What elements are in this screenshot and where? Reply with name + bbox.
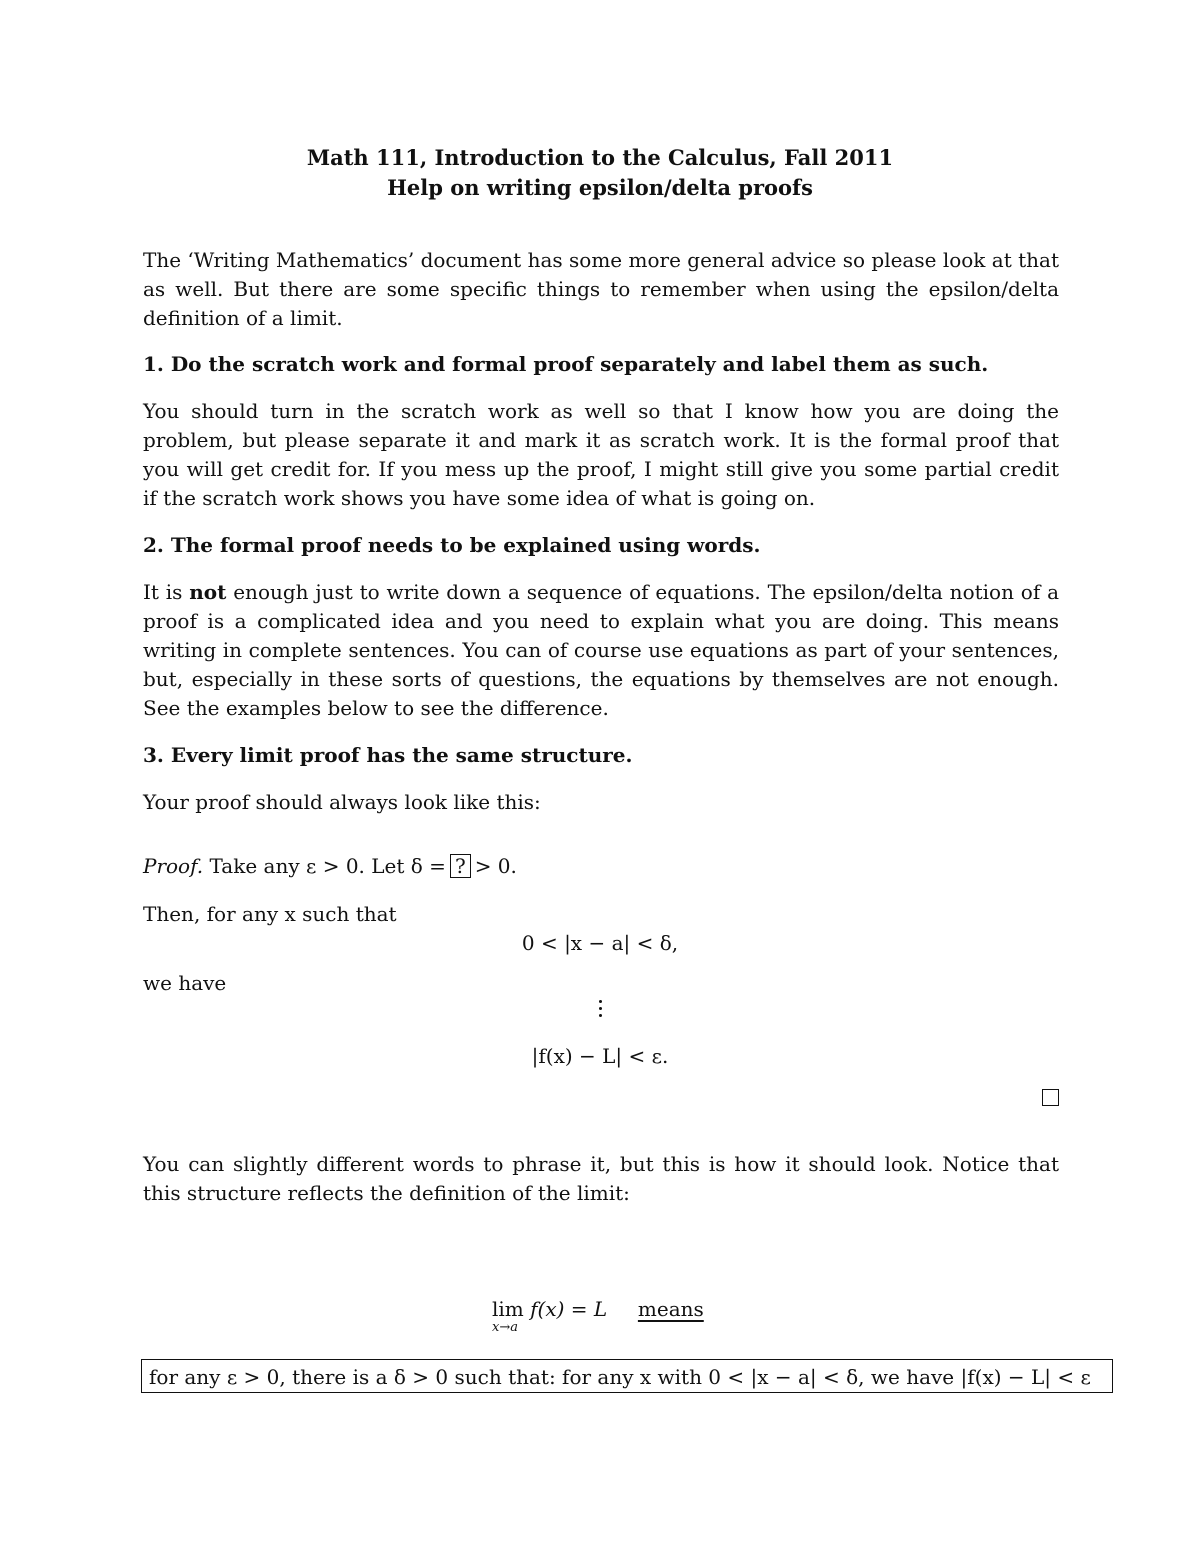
proof-label: Proof. [143,854,204,878]
proof-condition: 0 < |x − a| < δ, [521,931,679,955]
section-3-heading: 3. Every limit proof has the same structure. [143,743,633,767]
page-subtitle: Help on writing epsilon/delta proofs [387,175,813,200]
section-1-body: You should turn in the scratch work as well so that I know how you are doing the problem, but please separate it and mark it as scratch work. It is the formal proof that you will get credit for. If you mess up the proof, I might still give you some partial credit if the scratch work shows you have some idea of what is going on. [143,399,1059,510]
section-2-body [143,578,1059,723]
section-2-body-start: It is [143,580,190,604]
means-word: means [637,1297,704,1321]
section-3-body: Your proof should always look like this: [143,790,541,814]
vertical-ellipsis-icon [595,1000,605,1021]
proof-then-line: Then, for any x such that [143,902,397,926]
proof-after-box: > 0. [474,854,517,878]
limit-expression [492,1297,704,1321]
intro-paragraph: The ‘Writing Mathematics’ document has some more general advice so please look at that as well. But there are some specific things to remember when using the epsilon/delta definition of a limit. [143,248,1059,330]
closing-paragraph: You can slightly different words to phrase it, but this is how it should look. Notice that this structure reflects the definition of the limit: [143,1152,1059,1205]
delta-placeholder-box: ? [450,854,471,878]
proof-conclusion: |f(x) − L| < ε. [531,1044,669,1068]
proof-take-any: Take any ε > 0. Let δ = [209,854,446,878]
section-2-body-rest: enough just to write down a sequence of equations. The epsilon/delta notion of a proof is a complicated idea and you need to explain what you are doing. This means writing in complete sentences. You can of course use equations as part of your sentences, but, especially in these sorts of questions, the equations by themselves are not enough. See the examples below to see the difference. [143,580,1059,720]
section-1-heading: 1. Do the scratch work and formal proof separately and label them as such. [143,352,989,376]
lim-operator: lim [492,1297,524,1321]
section-2-heading: 2. The formal proof needs to be explained using words. [143,533,761,557]
page-title: Math 111, Introduction to the Calculus, Fall 2011 [306,145,894,170]
qed-square-icon [1042,1089,1059,1106]
definition-box: for any ε > 0, there is a δ > 0 such that: for any x with 0 < |x − a| < δ, we have |f(x) − L| < ε [141,1359,1113,1393]
proof-first-line [143,854,517,878]
limit-function: f(x) = L [530,1297,608,1321]
section-2-body-emphasis: not [189,580,227,604]
proof-we-have: we have [143,971,227,995]
lim-subscript: x→a [492,1320,518,1335]
